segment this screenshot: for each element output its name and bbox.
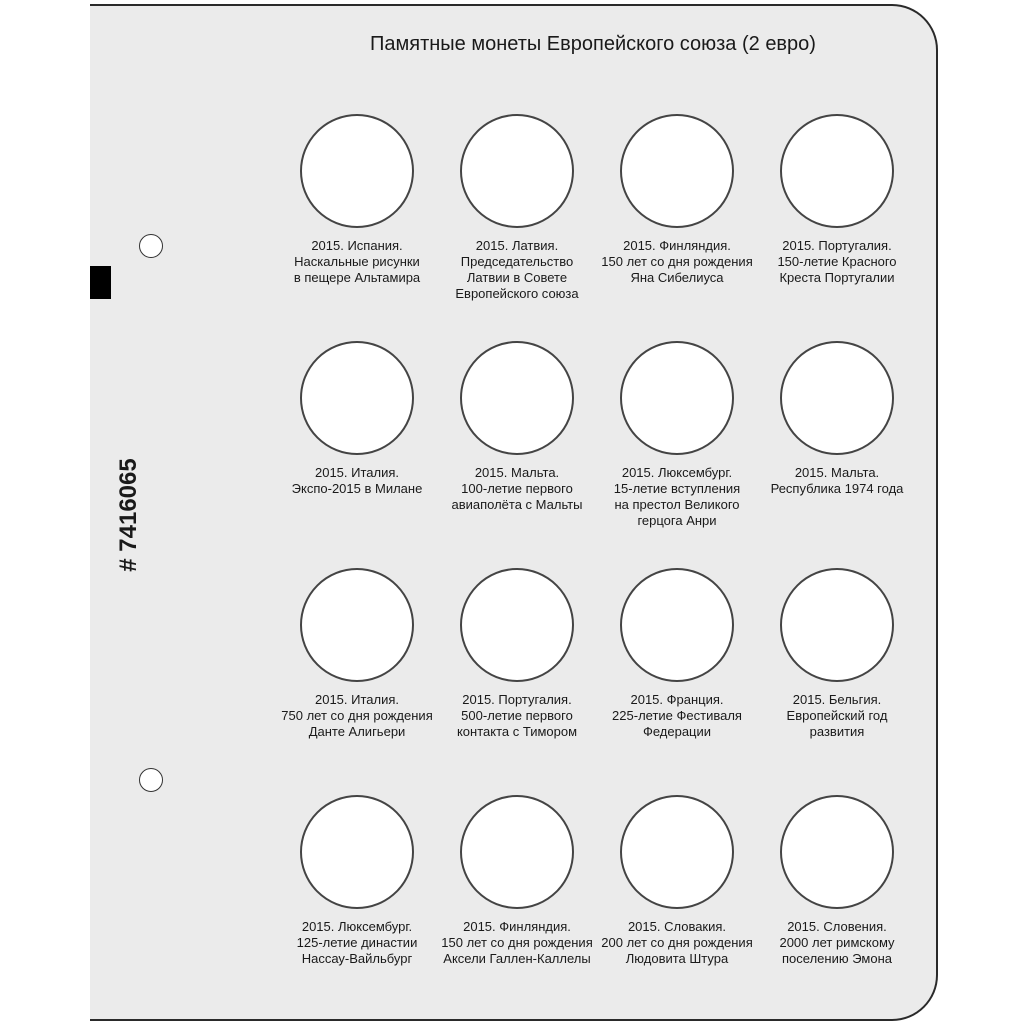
coin-hole bbox=[460, 568, 574, 682]
coin-hole bbox=[780, 568, 894, 682]
coin-caption bbox=[747, 465, 927, 497]
coin-slot bbox=[587, 114, 767, 286]
coin-caption-line: контакта с Тимором bbox=[456, 724, 578, 739]
coin-caption-line: 2015. Италия. bbox=[314, 692, 400, 707]
coin-caption bbox=[427, 692, 607, 740]
coin-caption bbox=[267, 238, 447, 286]
coin-hole bbox=[620, 568, 734, 682]
coin-caption-line: 2015. Мальта. bbox=[474, 465, 560, 480]
coin-caption-line: 2015. Словения. bbox=[787, 919, 887, 934]
coin-hole bbox=[780, 341, 894, 455]
coin-caption-line: 2000 лет римскому bbox=[779, 935, 895, 950]
coin-caption-line: 2015. Финляндия. bbox=[463, 919, 571, 934]
coin-caption-line: 2015. Мальта. bbox=[794, 465, 880, 480]
coin-hole bbox=[620, 114, 734, 228]
coin-hole bbox=[780, 114, 894, 228]
coin-caption-line: 750 лет со дня рождения bbox=[281, 708, 433, 723]
coin-caption-line: Председательство bbox=[460, 254, 574, 269]
coin-slot bbox=[267, 341, 447, 497]
coin-caption-line: Европейский год bbox=[786, 708, 888, 723]
coin-caption-line: 225-летие Фестиваля bbox=[612, 708, 742, 723]
coin-caption-line: 500-летие первого bbox=[461, 708, 573, 723]
coin-hole bbox=[300, 795, 414, 909]
coin-caption-line: герцога Анри bbox=[637, 513, 717, 528]
coin-caption bbox=[267, 465, 447, 497]
coin-caption bbox=[427, 919, 607, 967]
coin-caption bbox=[587, 919, 767, 967]
coin-caption-line: поселению Эмона bbox=[782, 951, 892, 966]
coin-slot bbox=[427, 568, 607, 740]
coin-caption bbox=[267, 692, 447, 740]
coin-caption-line: Экспо-2015 в Милане bbox=[291, 481, 423, 496]
coin-caption-line: Латвии в Совете bbox=[466, 270, 568, 285]
coin-hole bbox=[300, 568, 414, 682]
coin-caption-line: 2015. Испания. bbox=[311, 238, 403, 253]
coin-hole bbox=[460, 114, 574, 228]
coin-caption bbox=[427, 465, 607, 513]
coin-hole bbox=[300, 114, 414, 228]
coin-slot bbox=[747, 341, 927, 497]
coin-caption-line: Аксели Галлен-Каллелы bbox=[443, 951, 591, 966]
coin-caption-line: авиаполёта с Мальты bbox=[451, 497, 583, 512]
coin-hole bbox=[620, 795, 734, 909]
coin-hole bbox=[460, 795, 574, 909]
coin-caption-line: в пещере Альтамира bbox=[293, 270, 421, 285]
coin-caption-line: 150-летие Красного bbox=[777, 254, 897, 269]
coin-caption-line: Федерации bbox=[642, 724, 712, 739]
coin-caption-line: 2015. Португалия. bbox=[782, 238, 892, 253]
coin-caption-line: Яна Сибелиуса bbox=[630, 270, 724, 285]
coin-caption-line: развития bbox=[809, 724, 865, 739]
binder-hole-top bbox=[139, 234, 163, 258]
coin-caption-line: 15-летие вступления bbox=[613, 481, 741, 496]
coin-caption-line: 2015. Италия. bbox=[314, 465, 400, 480]
coin-slot bbox=[587, 341, 767, 529]
coin-caption bbox=[267, 919, 447, 967]
coin-hole bbox=[780, 795, 894, 909]
coin-caption-line: Данте Алигьери bbox=[308, 724, 406, 739]
page-title: Памятные монеты Европейского союза (2 евро) bbox=[370, 33, 816, 55]
coin-caption bbox=[587, 238, 767, 286]
coin-caption-line: Креста Португалии bbox=[779, 270, 895, 285]
coin-caption-line: Нассау-Вайльбург bbox=[301, 951, 413, 966]
coin-slot bbox=[427, 795, 607, 967]
coin-caption-line: 200 лет со дня рождения bbox=[601, 935, 753, 950]
coin-caption-line: 2015. Латвия. bbox=[475, 238, 559, 253]
coin-caption-line: 100-летие первого bbox=[461, 481, 573, 496]
coin-hole bbox=[460, 341, 574, 455]
coin-hole bbox=[620, 341, 734, 455]
coin-caption-line: Наскальные рисунки bbox=[294, 254, 420, 269]
article-number: # 7416065 bbox=[115, 458, 142, 572]
coin-slot bbox=[747, 568, 927, 740]
coin-caption-line: 2015. Финляндия. bbox=[623, 238, 731, 253]
coin-caption-line: Республика 1974 года bbox=[770, 481, 904, 496]
coin-caption-line: на престол Великого bbox=[614, 497, 740, 512]
coin-slot bbox=[427, 341, 607, 513]
coin-slot bbox=[267, 568, 447, 740]
coin-caption-line: Людовита Штура bbox=[625, 951, 729, 966]
binder-hole-bottom bbox=[139, 768, 163, 792]
coin-slot bbox=[267, 795, 447, 967]
coin-caption-line: 2015. Португалия. bbox=[462, 692, 572, 707]
coin-caption-line: 2015. Люксембург. bbox=[621, 465, 733, 480]
coin-slot bbox=[267, 114, 447, 286]
tab-marker bbox=[90, 266, 111, 299]
coin-caption-line: 2015. Франция. bbox=[630, 692, 724, 707]
coin-caption bbox=[747, 692, 927, 740]
coin-caption-line: 2015. Бельгия. bbox=[792, 692, 882, 707]
coin-slot bbox=[587, 568, 767, 740]
coin-slot bbox=[747, 114, 927, 286]
coin-caption-line: 150 лет со дня рождения bbox=[601, 254, 753, 269]
coin-caption-line: 2015. Люксембург. bbox=[301, 919, 413, 934]
coin-caption bbox=[747, 238, 927, 286]
coin-hole bbox=[300, 341, 414, 455]
coin-caption-line: 150 лет со дня рождения bbox=[441, 935, 593, 950]
coin-slot bbox=[587, 795, 767, 967]
coin-caption bbox=[587, 692, 767, 740]
coin-caption bbox=[427, 238, 607, 302]
coin-slot bbox=[747, 795, 927, 967]
coin-caption bbox=[747, 919, 927, 967]
coin-caption-line: 125-летие династии bbox=[296, 935, 418, 950]
coin-slot bbox=[427, 114, 607, 302]
coin-caption-line: 2015. Словакия. bbox=[627, 919, 727, 934]
coin-caption-line: Европейского союза bbox=[455, 286, 579, 301]
coin-caption bbox=[587, 465, 767, 529]
